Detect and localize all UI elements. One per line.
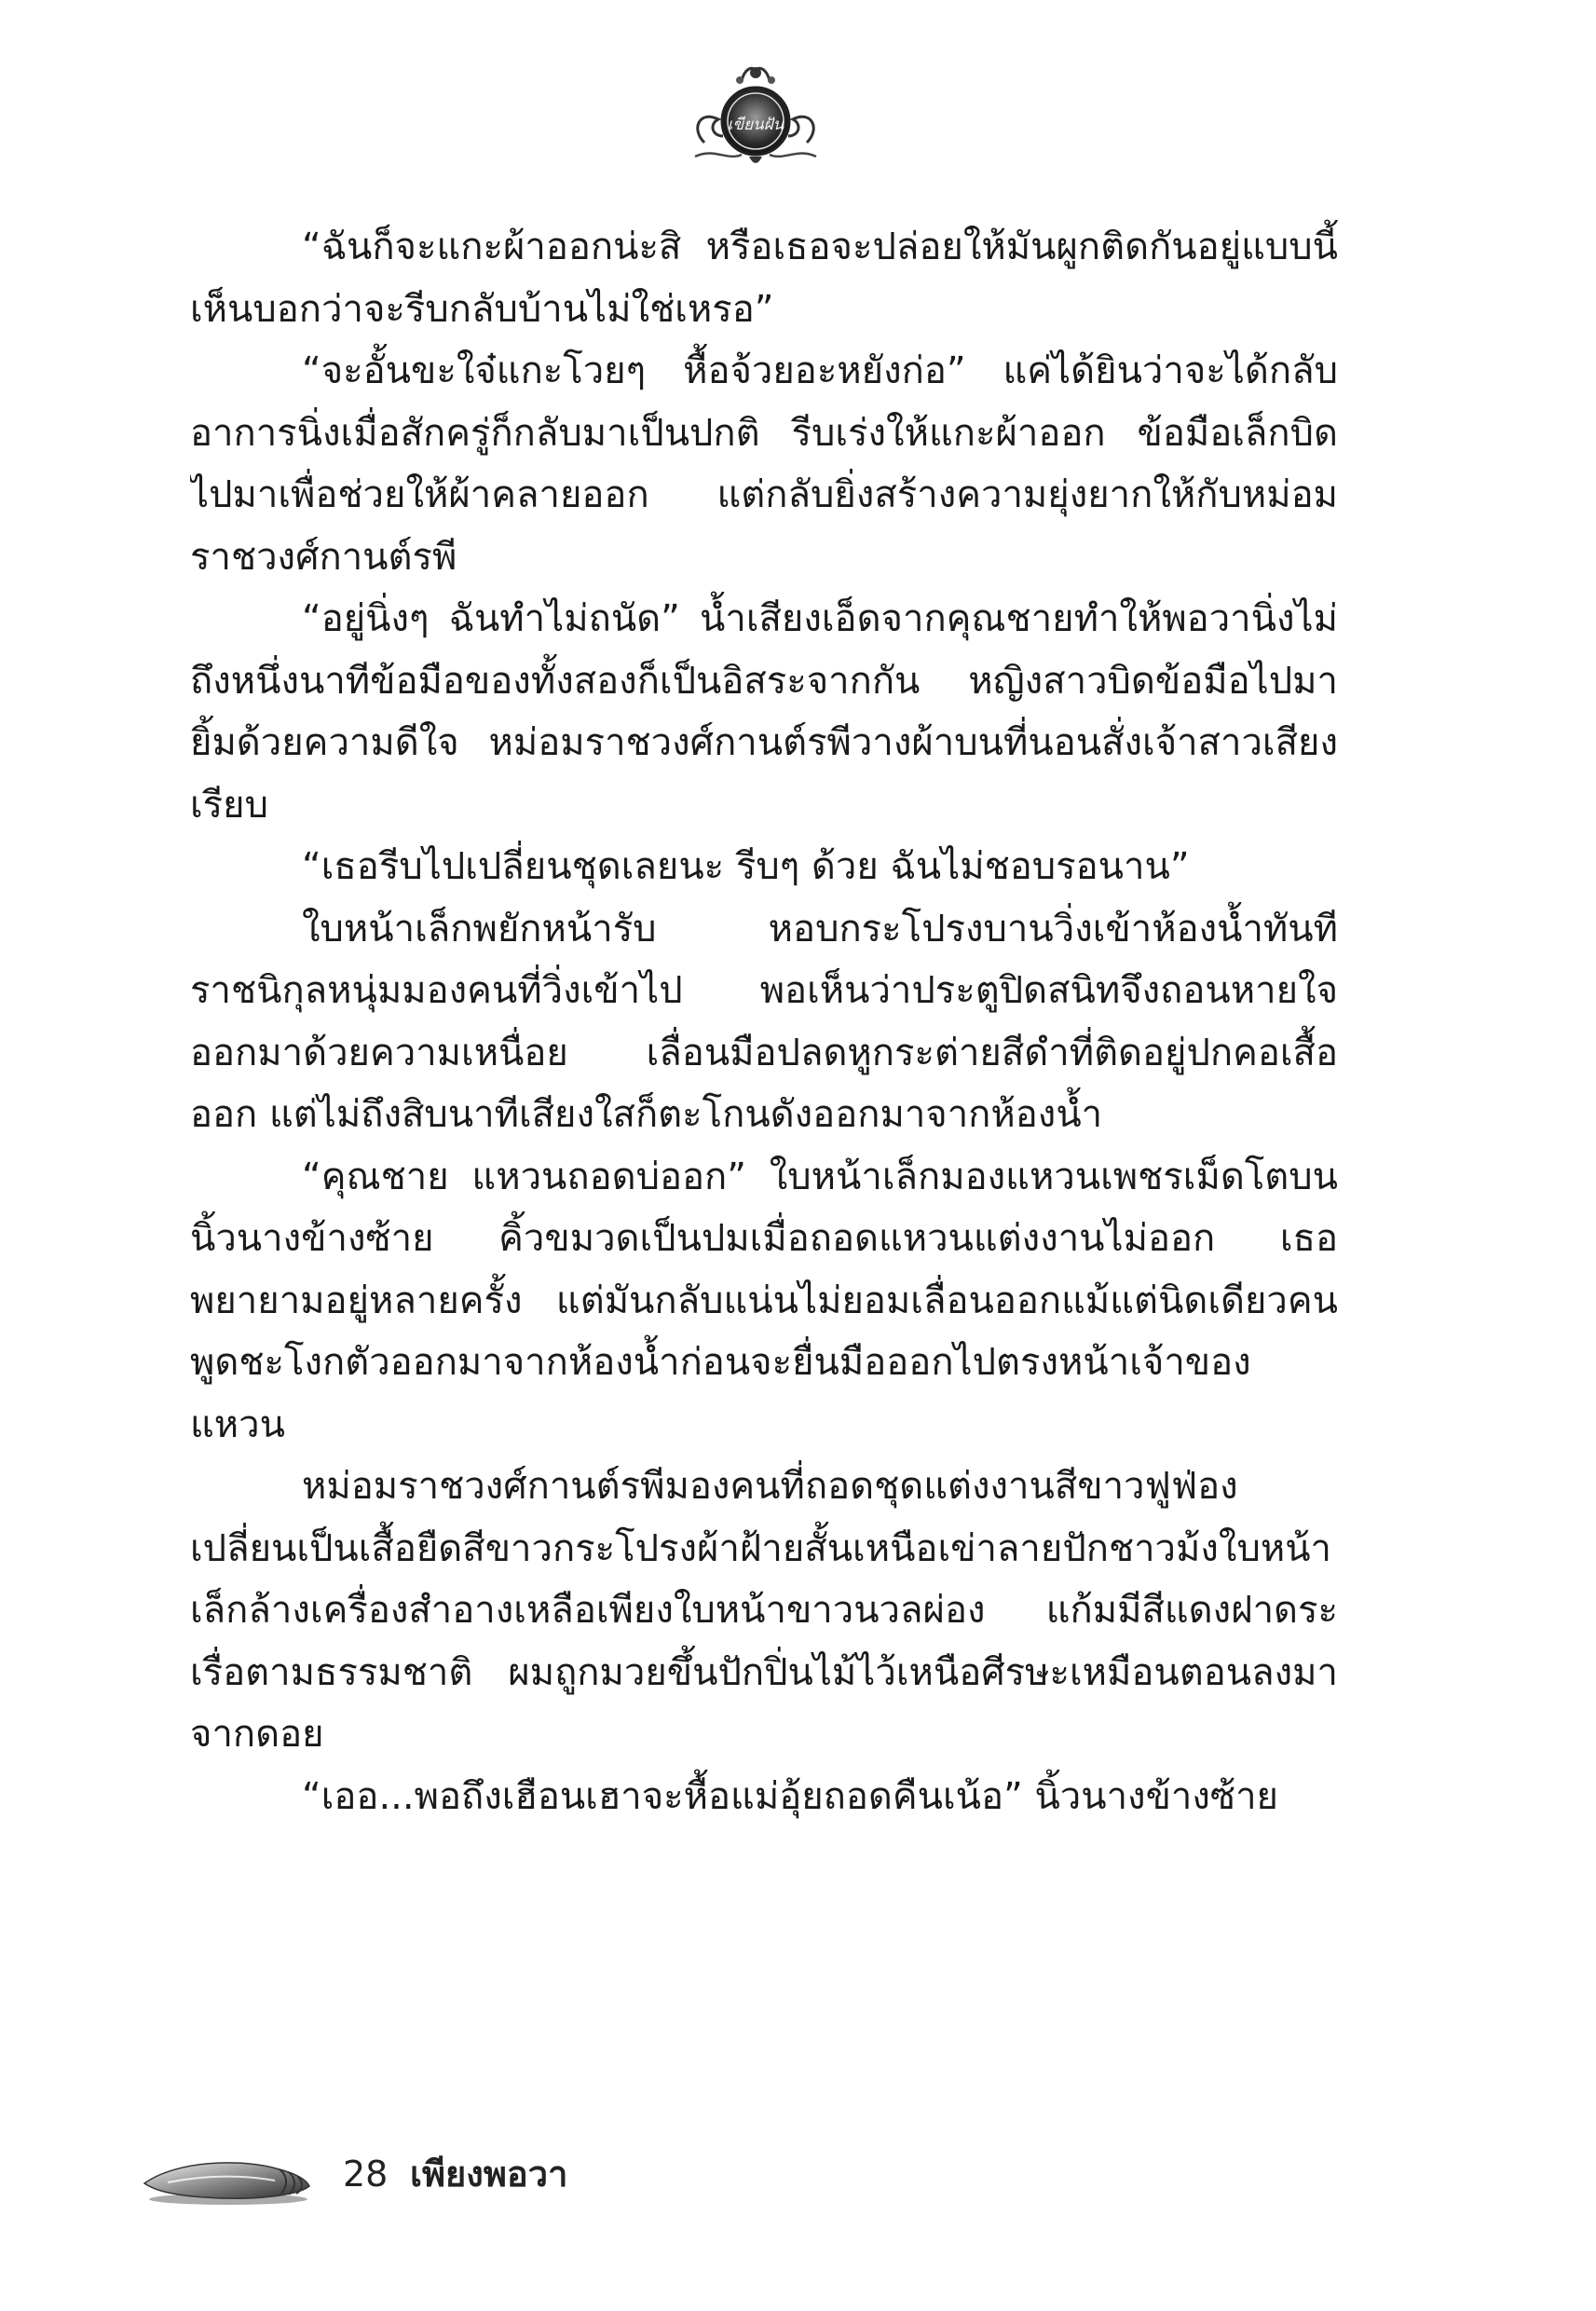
page-number: 28 (343, 2154, 389, 2195)
page-body (190, 216, 1338, 2108)
seashell-icon (140, 2141, 317, 2216)
paragraph: “จะอั้นขะใจ๋แกะโวยๆ หื้อจ้วยอะหยังก่อ” แค่ได้ยินว่าจะได้กลับอาการนิ่งเมื่อสักครู่ก็กลับมาเป็นปกติ รีบเร่งให้แกะผ้าออก ข้อมือเล็กบิดไปมาเพื่อช่วยให้ผ้าคลายออก แต่กลับยิ่งสร้างความยุ่งยากให้กับหม่อมราชวงศ์กานต์รพี (190, 349, 1338, 579)
paragraph: “ฉันก็จะแกะผ้าออกน่ะสิ หรือเธอจะปล่อยให้มันผูกติดกันอยู่แบบนี้ เห็นบอกว่าจะรีบกลับบ้านไม่ใช่เหรอ” (190, 226, 1338, 331)
page-footer (140, 2134, 792, 2227)
paragraph: “เธอรีบไปเปลี่ยนชุดเลยนะ รีบๆ ด้วย ฉันไม่ชอบรอนาน” (302, 845, 1190, 888)
paragraph: หม่อมราชวงศ์กานต์รพีมองคนที่ถอดชุดแต่งงานสีขาวฟูฟ่องเปลี่ยนเป็นเสื้อยืดสีขาวกระโปรงผ้าฝ้ายสั้นเหนือเข่าลายปักชาวม้งใบหน้าเล็กล้างเครื่องสำอางเหลือเพียงใบหน้าขาวนวลผ่อง แก้มมีสีแดงฝาดระเรื่อตามธรรมชาติ ผมถูกมวยขึ้นปักปิ่นไม้ไว้เหนือศีรษะเหมือนตอนลงมาจากดอย (190, 1465, 1338, 1756)
paragraph: ใบหน้าเล็กพยักหน้ารับ หอบกระโปรงบานวิ่งเข้าห้องน้ำทันทีราชนิกุลหนุ่มมองคนที่วิ่งเข้าไป พอเห็นว่าประตูปิดสนิทจึงถอนหายใจออกมาด้วยความเหนื่อย เลื่อนมือปลดหูกระต่ายสีดำที่ติดอยู่ปกคอเสื้อออก แต่ไม่ถึงสิบนาทีเสียงใสก็ตะโกนดังออกมาจากห้องน้ำ (190, 907, 1338, 1136)
logo-text: เขียนฝัน (727, 116, 784, 134)
book-title: เพียงพอวา (410, 2154, 568, 2195)
paragraph: “คุณชาย แหวนถอดบ่ออก” ใบหน้าเล็กมองแหวนเพชรเม็ดโตบนนิ้วนางข้างซ้าย คิ้วขมวดเป็นปมเมื่อถอดแหวนแต่งงานไม่ออก เธอพยายามอยู่หลายครั้ง แต่มันกลับแน่นไม่ยอมเลื่อนออกแม้แต่นิดเดียวคนพูดชะโงกตัวออกมาจากห้องน้ำก่อนจะยื่นมือออกไปตรงหน้าเจ้าของแหวน (190, 1155, 1338, 1446)
paragraph: “เออ...พอถึงเฮือนเฮาจะหื้อแม่อุ้ยถอดคืนเน้อ” นิ้วนางข้างซ้าย (302, 1774, 1278, 1818)
paragraph: “อยู่นิ่งๆ ฉันทำไม่ถนัด” น้ำเสียงเอ็ดจากคุณชายทำให้พอวานิ่งไม่ถึงหนึ่งนาทีข้อมือของทั้งสองก็เป็นอิสระจากกัน หญิงสาวบิดข้อมือไปมา ยิ้มด้วยความดีใจ หม่อมราชวงศ์กานต์รพีวางผ้าบนที่นอนสั่งเจ้าสาวเสียงเรียบ (190, 597, 1338, 827)
header-logo (686, 54, 825, 175)
